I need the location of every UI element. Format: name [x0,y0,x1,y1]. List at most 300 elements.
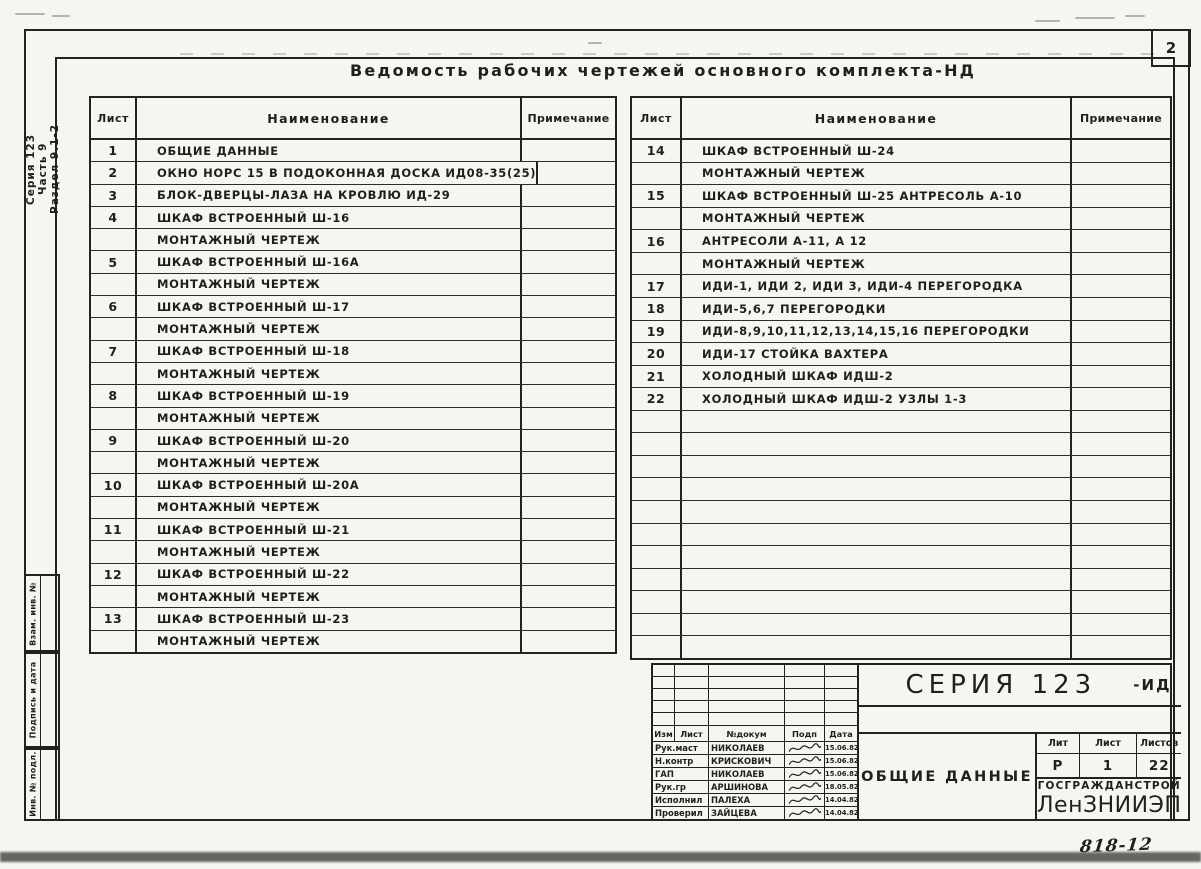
revision-grid-cell [709,677,785,689]
revision-grid-cell [675,665,709,677]
table-row [632,636,1170,658]
row-note [522,296,615,317]
row-note [1072,366,1170,388]
row-note [522,274,615,295]
lit-header-cell: Лист [1080,734,1137,753]
signature-name: КРИСКОВИЧ [709,755,785,767]
table-row [91,140,615,162]
row-note [1072,275,1170,297]
row-note [1072,230,1170,252]
row-note [522,631,615,652]
row-name: МОНТАЖНЫЙ ЧЕРТЕЖ [682,253,1072,275]
row-sheet-number [632,163,682,185]
header-sheet-col: Лист [632,98,682,138]
revision-header-cell: Изм [653,726,675,741]
table-row [632,275,1170,298]
table-row [91,229,615,251]
table-row [632,478,1170,501]
row-name: ШКАФ ВСТРОЕННЫЙ Ш-20А [137,474,522,495]
row-name: ШКАФ ВСТРОЕННЫЙ Ш-19 [137,385,522,406]
table-row [632,433,1170,456]
row-sheet-number: 11 [91,519,137,540]
row-sheet-number [91,318,137,339]
row-note [522,207,615,228]
row-name: ШКАФ ВСТРОЕННЫЙ Ш-25 АНТРЕСОЛЬ А-10 [682,185,1072,207]
table-row [632,298,1170,321]
row-name: МОНТАЖНЫЙ ЧЕРТЕЖ [137,586,522,607]
signature-cell [785,807,825,819]
row-sheet-number [632,524,682,546]
table-row [632,140,1170,163]
row-note [522,229,615,250]
revision-header-cell: Лист [675,726,709,741]
signature-row [653,807,857,819]
row-note [1072,478,1170,500]
signature-role: Н.контр [653,755,709,767]
row-note [1072,208,1170,230]
revision-grid-cell [653,689,675,701]
row-note [522,251,615,272]
table-row [91,251,615,273]
revision-header-cell: Подп [785,726,825,741]
row-name: МОНТАЖНЫЙ ЧЕРТЕЖ [137,631,522,652]
org-parent-name: ГОСГРАЖДАНСТРОЙ [1037,780,1181,792]
table-header-row [632,98,1170,140]
row-note [522,385,615,406]
lit-grid-values [1037,754,1181,777]
row-note [1072,411,1170,433]
table-row [91,274,615,296]
table-row [632,501,1170,524]
row-note [1072,636,1170,658]
row-name [682,478,1072,500]
row-name [682,524,1072,546]
margin-box-blank [41,576,58,652]
row-note [522,363,615,384]
row-note [522,497,615,518]
signature-icon [788,769,822,780]
lit-value-cell: 22 [1148,757,1170,774]
signature-role: Проверил [653,807,709,819]
table-body [91,140,615,652]
revision-grid-cell [653,665,675,677]
series-designation: СЕРИЯ 123 [905,670,1097,700]
row-sheet-number: 16 [632,230,682,252]
row-note [522,564,615,585]
handwritten-archive-code: 818-12 [1078,834,1154,858]
row-name: МОНТАЖНЫЙ ЧЕРТЕЖ [137,452,522,473]
title-block-signatures [653,665,859,819]
row-sheet-number [632,614,682,636]
revision-grid-cell [653,677,675,689]
revision-grid-cell [785,701,825,713]
lit-org-column [1037,734,1181,819]
table-row [91,452,615,474]
row-note [1072,321,1170,343]
row-name: ИДИ-17 СТОЙКА ВАХТЕРА [682,343,1072,365]
row-sheet-number: 6 [91,296,137,317]
table-row [632,185,1170,208]
page-title: Ведомость рабочих чертежей основного комплекта-НД [350,61,977,80]
table-row [632,524,1170,547]
row-name: ШКАФ ВСТРОЕННЫЙ Ш-23 [137,608,522,629]
row-name [682,591,1072,613]
table-row [91,363,615,385]
row-note [1072,501,1170,523]
row-name: ШКАФ ВСТРОЕННЫЙ Ш-20 [137,430,522,451]
row-name: МОНТАЖНЫЙ ЧЕРТЕЖ [137,408,522,429]
series-suffix: -ИД [1133,676,1172,694]
revision-header-row [653,726,857,742]
table-row [91,474,615,496]
row-note [1072,298,1170,320]
row-name: ШКАФ ВСТРОЕННЫЙ Ш-16А [137,251,522,272]
row-note [522,519,615,540]
lit-grid-header [1037,734,1181,754]
margin-box-label-cell [26,652,41,748]
row-sheet-number [91,363,137,384]
title-block-bottom [859,734,1181,819]
signature-name: ПАЛЕХА [709,794,785,806]
revision-grid-cell [825,701,857,713]
row-name: ШКАФ ВСТРОЕННЫЙ Ш-21 [137,519,522,540]
table-row [91,162,615,184]
signature-date: 14.04.82 [825,809,859,817]
table-row [91,430,615,452]
row-note [1072,253,1170,275]
row-sheet-number [632,546,682,568]
revision-grid-cell [709,713,785,725]
margin-section-label: Раздел 9.1-2 [49,123,61,215]
margin-box-blank [41,748,58,819]
row-note [1072,614,1170,636]
row-name: МОНТАЖНЫЙ ЧЕРТЕЖ [137,363,522,384]
scan-artifact [15,13,45,15]
revision-grid-cell [675,701,709,713]
revision-grid-cell [825,713,857,725]
signature-cell [785,768,825,780]
row-sheet-number: 18 [632,298,682,320]
row-sheet-number: 15 [632,185,682,207]
row-note [1072,569,1170,591]
signature-date: 15.06.82 [825,757,859,765]
revision-grid-cell [709,701,785,713]
table-row [632,591,1170,614]
lit-value-cell: 1 [1080,754,1137,777]
revision-header-cell: №докум [709,726,785,741]
table-row [632,343,1170,366]
row-sheet-number: 17 [632,275,682,297]
row-sheet-number: 10 [91,474,137,495]
revision-grid-cell [785,689,825,701]
row-name [682,546,1072,568]
signature-role: Рук.гр [653,781,709,793]
table-row [632,253,1170,276]
revision-grid-cell [825,689,857,701]
row-name [682,411,1072,433]
table-row [91,408,615,430]
signature-icon [788,795,822,806]
row-note [1072,546,1170,568]
document-name: ОБЩИЕ ДАННЫЕ [859,734,1037,819]
row-name: ОБЩИЕ ДАННЫЕ [137,140,522,161]
table-row [91,497,615,519]
margin-box-label-cell [26,748,41,819]
row-note [1072,388,1170,410]
row-note [538,162,631,183]
row-name: ШКАФ ВСТРОЕННЫЙ Ш-22 [137,564,522,585]
table-row [632,569,1170,592]
row-note [522,185,615,206]
row-name: МОНТАЖНЫЙ ЧЕРТЕЖ [137,541,522,562]
row-note [1072,524,1170,546]
signature-name: АРШИНОВА [709,781,785,793]
row-sheet-number [632,569,682,591]
row-sheet-number [91,452,137,473]
revision-grid-cell [709,665,785,677]
row-name [682,433,1072,455]
signature-name: НИКОЛАЕВ [709,742,785,754]
signature-icon [788,782,822,793]
table-row [632,163,1170,186]
series-cell [859,665,1181,707]
table-row [91,185,615,207]
row-sheet-number [632,501,682,523]
lit-header-cell: Листов [1140,738,1179,749]
margin-box-label: Взам. инв. № [28,582,38,646]
row-note [1072,433,1170,455]
row-sheet-number [91,497,137,518]
row-note [522,541,615,562]
table-row [632,388,1170,411]
row-note [1072,185,1170,207]
row-name [682,456,1072,478]
row-note [522,341,615,362]
scan-artifact [1035,20,1060,22]
signature-cell [785,781,825,793]
title-block-right [859,665,1181,819]
margin-part-label: Часть 9 [37,142,49,196]
row-sheet-number [91,631,137,652]
row-sheet-number: 12 [91,564,137,585]
revision-header-cell: Дата [829,728,853,739]
row-name: ШКАФ ВСТРОЕННЫЙ Ш-16 [137,207,522,228]
header-note-col: Примечание [527,111,610,125]
signature-row [653,742,857,755]
table-row [91,207,615,229]
row-sheet-number [91,274,137,295]
table-row [632,546,1170,569]
table-row [91,564,615,586]
revision-grid-cell [675,689,709,701]
signature-cell [785,742,825,754]
row-sheet-number: 1 [91,140,137,161]
row-name: ШКАФ ВСТРОЕННЫЙ Ш-18 [137,341,522,362]
row-name: ШКАФ ВСТРОЕННЫЙ Ш-17 [137,296,522,317]
row-sheet-number [91,229,137,250]
revision-grid-cell [653,701,675,713]
scan-artifact [1125,15,1145,17]
row-sheet-number: 8 [91,385,137,406]
row-sheet-number [632,636,682,658]
revision-grid-cell [709,689,785,701]
table-row [91,296,615,318]
signature-row [653,781,857,794]
sheet-number-box [1151,29,1191,67]
row-note [522,608,615,629]
signature-row [653,794,857,807]
table-body [632,140,1170,658]
drawing-list-table-left [89,96,617,654]
table-row [91,608,615,630]
margin-series-label: Серия 123 [25,133,37,205]
revision-grid-cell [675,677,709,689]
row-name [682,614,1072,636]
row-sheet-number: 21 [632,366,682,388]
table-row [632,614,1170,637]
signature-role: Исполнил [653,794,709,806]
row-name: ИДИ-8,9,10,11,12,13,14,15,16 ПЕРЕГОРОДКИ [682,321,1072,343]
row-sheet-number [91,408,137,429]
row-sheet-number: 13 [91,608,137,629]
row-sheet-number: 14 [632,140,682,162]
row-note [522,586,615,607]
row-sheet-number: 7 [91,341,137,362]
scan-artifact [1075,17,1115,19]
signature-date: 15.06.82 [825,744,859,752]
signature-role: ГАП [653,768,709,780]
header-name-col: Наименование [682,98,1072,138]
signature-role: Рук.маст [653,742,709,754]
row-name: ИДИ-5,6,7 ПЕРЕГОРОДКИ [682,298,1072,320]
table-row [632,321,1170,344]
lit-value-cell: Р [1037,754,1080,777]
signature-icon [788,756,822,767]
signature-date: 15.06.82 [825,770,859,778]
revision-grid-cell [785,713,825,725]
row-sheet-number: 4 [91,207,137,228]
row-sheet-number: 19 [632,321,682,343]
margin-box-blank [41,652,58,748]
lit-header-cell: Лит [1037,734,1080,753]
row-note [522,318,615,339]
table-row [91,385,615,407]
row-name: МОНТАЖНЫЙ ЧЕРТЕЖ [137,497,522,518]
header-name-col: Наименование [137,98,522,138]
table-header-row [91,98,615,140]
signature-icon [788,743,822,754]
table-row [632,366,1170,389]
table-row [632,456,1170,479]
row-note [522,140,615,161]
row-name: ШКАФ ВСТРОЕННЫЙ Ш-24 [682,140,1072,162]
row-sheet-number [91,541,137,562]
drawing-list-table-right [630,96,1172,660]
row-sheet-number [632,208,682,230]
row-name: МОНТАЖНЫЙ ЧЕРТЕЖ [137,274,522,295]
scan-edge-shadow [0,852,1201,862]
scan-artifact [52,15,70,17]
margin-box-vzam-inv [24,574,60,654]
row-name: АНТРЕСОЛИ А-11, А 12 [682,230,1072,252]
margin-box-label: Инв. № подл. [28,750,38,817]
margin-series-block [25,60,61,278]
table-row [91,519,615,541]
row-name: БЛОК-ДВЕРЦЫ-ЛАЗА НА КРОВЛЮ ИД-29 [137,185,522,206]
table-row [632,411,1170,434]
row-name: МОНТАЖНЫЙ ЧЕРТЕЖ [137,318,522,339]
signature-name: НИКОЛАЕВ [709,768,785,780]
revision-grid-cell [675,713,709,725]
signature-row [653,768,857,781]
organization-cell [1037,779,1181,819]
revision-grid-cell [785,665,825,677]
row-sheet-number [632,433,682,455]
org-name: ЛенЗНИИЭП [1037,793,1182,818]
margin-box-label: Подпись и дата [28,661,38,739]
table-row [91,318,615,340]
row-sheet-number: 9 [91,430,137,451]
signature-row [653,755,857,768]
signature-date: 14.04.82 [825,796,859,804]
row-note [522,452,615,473]
row-name: ИДИ-1, ИДИ 2, ИДИ 3, ИДИ-4 ПЕРЕГОРОДКА [682,275,1072,297]
sheet-number: 2 [1165,39,1177,57]
row-sheet-number: 3 [91,185,137,206]
signature-name: ЗАЙЦЕВА [709,807,785,819]
header-sheet-col: Лист [91,98,137,138]
table-row [632,230,1170,253]
row-sheet-number: 22 [632,388,682,410]
revision-grid-cell [825,677,857,689]
revision-grid-cell [825,665,857,677]
row-note [1072,163,1170,185]
signature-cell [785,755,825,767]
row-sheet-number [632,411,682,433]
margin-box-podpis-data [24,650,60,750]
table-row [91,341,615,363]
table-row [91,586,615,608]
row-sheet-number: 20 [632,343,682,365]
row-name: ОКНО НОРС 15 В ПОДОКОННАЯ ДОСКА ИД08-35(25) [137,162,538,183]
lit-grid [1037,734,1181,779]
row-note [522,474,615,495]
row-name [682,636,1072,658]
revision-grid-cell [785,677,825,689]
title-block [651,663,1182,821]
row-sheet-number: 2 [91,162,137,183]
margin-box-label-cell [26,576,41,652]
row-sheet-number [632,591,682,613]
row-name: МОНТАЖНЫЙ ЧЕРТЕЖ [682,208,1072,230]
row-name: МОНТАЖНЫЙ ЧЕРТЕЖ [137,229,522,250]
row-note [522,430,615,451]
row-name: ХОЛОДНЫЙ ШКАФ ИДШ-2 УЗЛЫ 1-3 [682,388,1072,410]
row-name: МОНТАЖНЫЙ ЧЕРТЕЖ [682,163,1072,185]
header-note-col: Примечание [1080,111,1162,125]
margin-box-inv-podl [24,746,60,821]
signature-cell [785,794,825,806]
revision-grid [653,665,857,726]
row-note [1072,140,1170,162]
row-sheet-number [632,478,682,500]
row-note [1072,591,1170,613]
row-sheet-number [632,253,682,275]
row-note [522,408,615,429]
row-sheet-number: 5 [91,251,137,272]
row-name: ХОЛОДНЫЙ ШКАФ ИДШ-2 [682,366,1072,388]
signature-rows [653,742,857,819]
